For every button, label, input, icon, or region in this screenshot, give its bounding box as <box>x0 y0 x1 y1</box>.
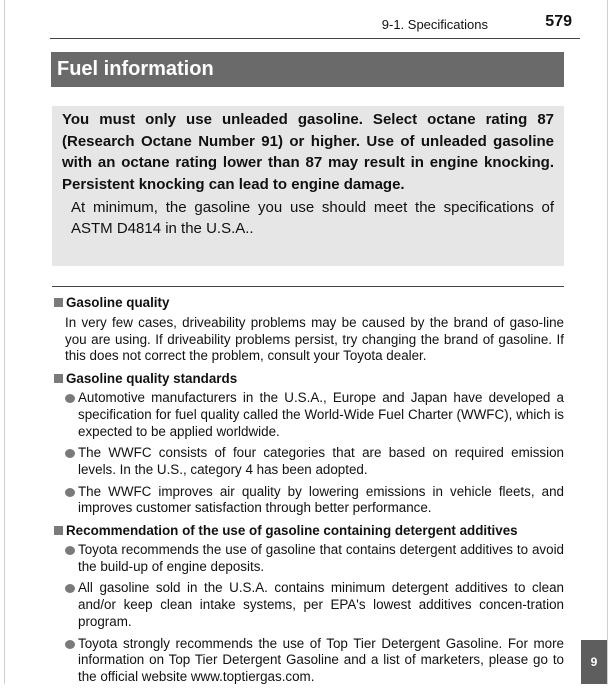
page-header <box>50 0 580 39</box>
square-bullet-icon <box>54 374 63 383</box>
page-title: Fuel information <box>51 52 564 87</box>
circle-bullet-icon <box>65 546 75 555</box>
caution-normal-text: At minimum, the gasoline you use should meet the specifications of ASTM D4814 in the U.S.A.. <box>71 199 554 237</box>
section-heading-detergent-additives <box>52 522 564 539</box>
list-item <box>65 484 564 517</box>
list-item-text: Toyota recommends the use of gasoline that contains detergent additives to avoid the build-up of engine deposits. <box>78 542 564 574</box>
list-item <box>65 390 564 440</box>
list-item <box>65 445 564 478</box>
content <box>52 294 564 691</box>
circle-bullet-icon <box>65 640 75 649</box>
section-heading-gasoline-quality <box>52 294 564 311</box>
square-bullet-icon <box>54 298 63 307</box>
caution-box <box>52 106 564 266</box>
paragraph: In very few cases, driveability problems may be caused by the brand of gaso-line you are using. If driveability problems persist, try changing the brand of gasoline. If this does not correct the problem, consult your Toyota dealer. <box>65 315 564 364</box>
section-heading-quality-standards <box>52 370 564 387</box>
list-item-text: Toyota strongly recommends the use of Top Tier Detergent Gasoline. For more information on Top Tier Detergent Gasoline and a list of marketers, please go to the official website www.toptiergas.com. <box>78 635 564 684</box>
circle-bullet-icon <box>65 449 75 458</box>
circle-bullet-icon <box>65 584 75 593</box>
section-label: 9-1. Specifications <box>381 17 488 32</box>
list-item-text: The WWFC improves air quality by lowering emissions in vehicle fleets, and improves customer satisfaction through better performance. <box>78 483 564 516</box>
square-bullet-icon <box>54 526 63 535</box>
chapter-tab[interactable]: 9 <box>581 640 607 684</box>
list-item <box>65 636 564 686</box>
caution-strong-text: You must only use unleaded gasoline. Select octane rating 87 (Research Octane Number 91) or higher. Use of unleaded gasoline with an octane rating lower than 87 may result in engine knocking. Persistent knocking can lead to engine damage. <box>62 111 554 193</box>
list-item-text: The WWFC consists of four categories that are based on required emission levels. In the U.S., category 4 has been adopted. <box>78 445 564 477</box>
list-item <box>65 580 564 630</box>
divider <box>52 286 564 287</box>
list-item <box>65 542 564 575</box>
heading-text: Gasoline quality standards <box>66 371 238 387</box>
circle-bullet-icon <box>65 394 75 403</box>
list-item-text: All gasoline sold in the U.S.A. contains minimum detergent additives to clean and/or keep clean intake systems, per EPA's lowest additives concen-tration program. <box>78 580 564 629</box>
heading-text: Recommendation of the use of gasoline containing detergent additives <box>66 523 518 539</box>
heading-text: Gasoline quality <box>66 295 170 310</box>
page-number: 579 <box>545 13 572 30</box>
list-item-text: Automotive manufacturers in the U.S.A., Europe and Japan have developed a specification for fuel quality called the World-Wide Fuel Charter (WWFC), which is expected to be applied worldwide. <box>78 390 564 439</box>
circle-bullet-icon <box>65 488 75 497</box>
